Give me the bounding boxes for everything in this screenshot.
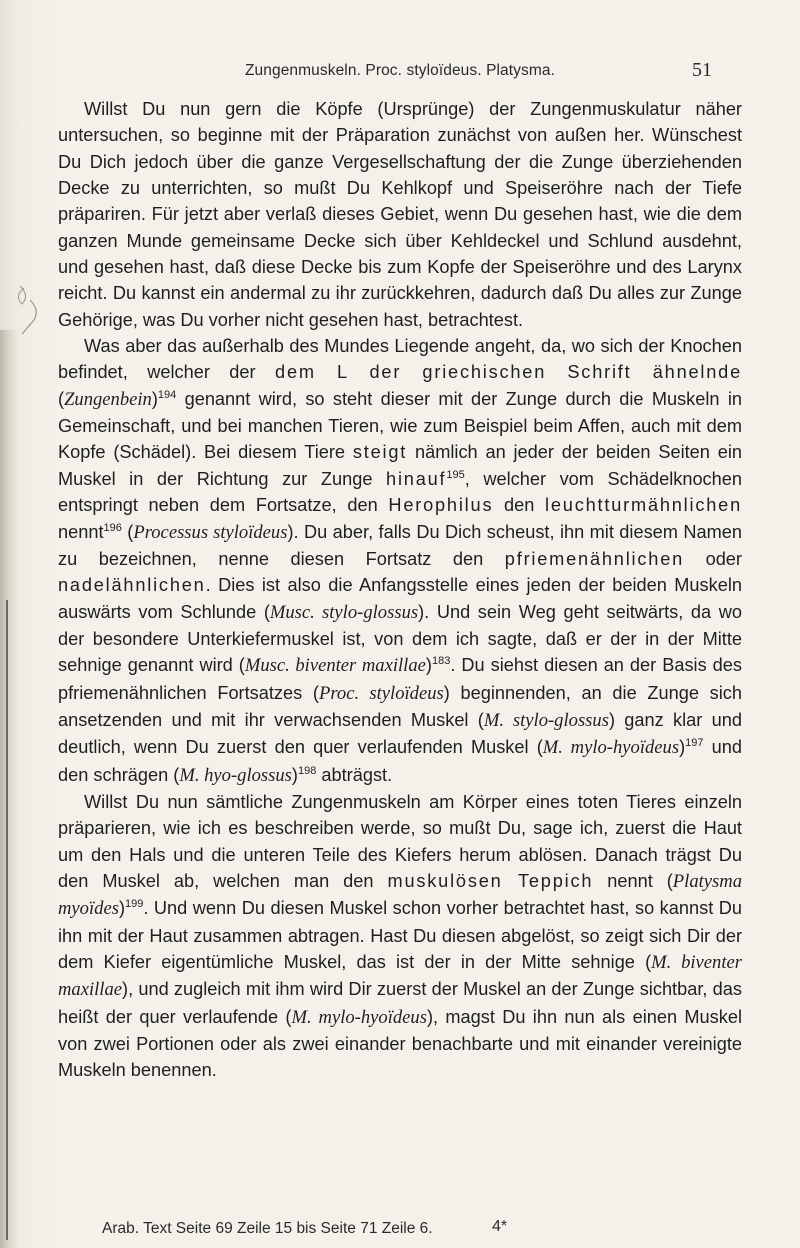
body-text [58,96,742,1084]
pencil-margin-mark [0,0,60,340]
binding-edge [6,600,8,1240]
spaced-emphasis: muskulösen Teppich [387,870,594,891]
footnote-ref: 195 [446,468,465,481]
latin-term: M. mylo-hyoïdeus [542,737,680,759]
latin-term: Zungenbein [64,388,152,410]
spaced-emphasis: dem L der griechischen Schrift ähnelnde [275,362,742,383]
printer-signature: 4* [492,1218,508,1235]
latin-term: Platysma myoïdes [58,870,742,920]
footnote-ref: 196 [103,521,122,534]
latin-term: Processus styloïdeus [133,521,288,543]
latin-term: M. biventer maxillae [58,952,742,1001]
footnote-ref: 199 [125,898,144,911]
paragraph-3: Willst Du nun sämtliche Zungenmuskeln am Körper eines toten Tieres einzeln präparieren, wie ich es beschreiben werde, so mußt Du, sage ich, zuerst die Haut um den Hals und die unteren Teile des Kiefers herum ablösen. Danach trägst Du den Muskel ab, welchen man den muskulösen Teppich nennt (Platysma myoïdes)$^{199}$. Und wenn Du diesen Muskel schon vorher betrachtet hast, so kannst Du ihn mit der Haut zusammen abtragen. Hast Du diesen abgelöst, so zeigt sich Dir der dem Kiefer eigentümliche Muskel, das ist der in der Mitte sehnige (M. biventer maxillae), und zugleich mit ihm wird Dir zuerst der Muskel an der Zunge sichtbar, das heißt der quer verlaufende (M. mylo-hyoïdeus), magst Du ihn nun als einen Muskel von zwei Portionen oder als zwei einander benachbarte und mit einander vereinigte Muskeln benennen. [58,791,743,1081]
page-number: 51 [692,59,712,81]
spaced-emphasis: hinauf [386,468,447,489]
footnote-ref: 194 [157,388,177,401]
paragraph-2: Was aber das außerhalb des Mundes Liegende angeht, da, wo sich der Knochen befindet, welcher der dem L der griechischen Schrift ähnelnde (Zungenbein)$^{194}$ genannt wird, so steht dieser mit der Zunge durch die Muskeln in Gemeinschaft, und bei manchen Tieren, wie zum Beispiel beim Affen, auch mit dem Kopfe (Schädel). Bei diesem Tiere steigt nämlich an jeder der beiden Seiten ein Muskel in der Richtung zur Zunge hinauf$^{195}$, welcher vom Schädelknochen entspringt neben dem Fortsatze, den Herophilus den leuchtturmähnlichen nennt$^{196}$ (Processus styloïdeus). Du aber, falls Du Dich scheust, ihn mit diesem Namen zu bezeichnen, nenne diesen Fortsatz den pfriemenähnlichen oder nadelähnlichen. Dies ist also die Anfangsstelle eines jeden der beiden Muskeln auswärts vom Schlunde (Musc. stylo-glossus). Und sein Weg geht seitwärts, da wo der besondere Unterkiefermuskel ist, von dem ich sagte, daß er der in der Mitte sehnige genannt wird (Musc. biventer maxillae)$^{183}$. Du siehst diesen an der Basis des pfriemenähnlichen Fortsatzes (Proc. styloïdeus) beginnenden, an die Zunge sich ansetzenden und mit ihr verwachsenden Muskel (M. stylo-glossus) ganz klar und deutlich, wenn Du zuerst den quer verlaufenden Muskel (M. mylo-hyoïdeus)$^{197}$ und den schrägen (M. hyo-glossus)$^{198}$ abträgst. [58,336,743,786]
footnote-ref: 197 [685,737,704,750]
spaced-emphasis: Herophilus [388,495,494,516]
spaced-emphasis: steigt [352,442,408,463]
source-reference-note: Arab. Text Seite 69 Zeile 15 bis Seite 71 Zeile 6. [102,1220,433,1237]
footnote-ref: 198 [297,764,317,777]
latin-term: M. stylo-glossus [483,709,609,731]
paragraph-1: Willst Du nun gern die Köpfe (Ursprünge) der Zungenmuskulatur näher untersuchen, so beginne mit der Präparation zunächst von außen her. Wünschest Du Dich jedoch über die ganze Vergesellschaftung der die Zunge überziehenden Decke zu unterrichten, so mußt Du Kehlkopf und Speiseröhre nach der Tiefe präpariren. Für jetzt aber verlaß dieses Gebiet, wenn Du gesehen hast, wie die dem ganzen Munde gemeinsame Decke sich über Kehldeckel und Schlund ausdehnt, und gesehen hast, daß diese Decke bis zum Kopfe der Speiseröhre und des Larynx reicht. Du kannst ein andermal zu ihr zurückkehren, dadurch daß Du alles zur Zunge Gehörige, was Du vorher nicht gesehen hast, betrachtest. [58,99,742,330]
latin-term: Musc. biventer maxillae [244,655,426,677]
latin-term: M. mylo-hyoïdeus [291,1006,427,1028]
running-title: Zungenmuskeln. Proc. styloïdeus. Platysma. [244,62,556,79]
page-header [60,59,740,86]
latin-term: M. hyo-glossus [179,764,292,786]
binding-shadow [0,330,18,1248]
spaced-emphasis: pfriemenähnlichen [504,548,685,569]
latin-term: Musc. stylo-glossus [269,601,419,623]
spaced-emphasis: leuchtturmähnlichen [545,495,743,516]
latin-term: Proc. styloïdeus [319,682,444,704]
footnote-ref: 183 [431,655,451,668]
spaced-emphasis: nadelähnlichen [58,575,206,596]
